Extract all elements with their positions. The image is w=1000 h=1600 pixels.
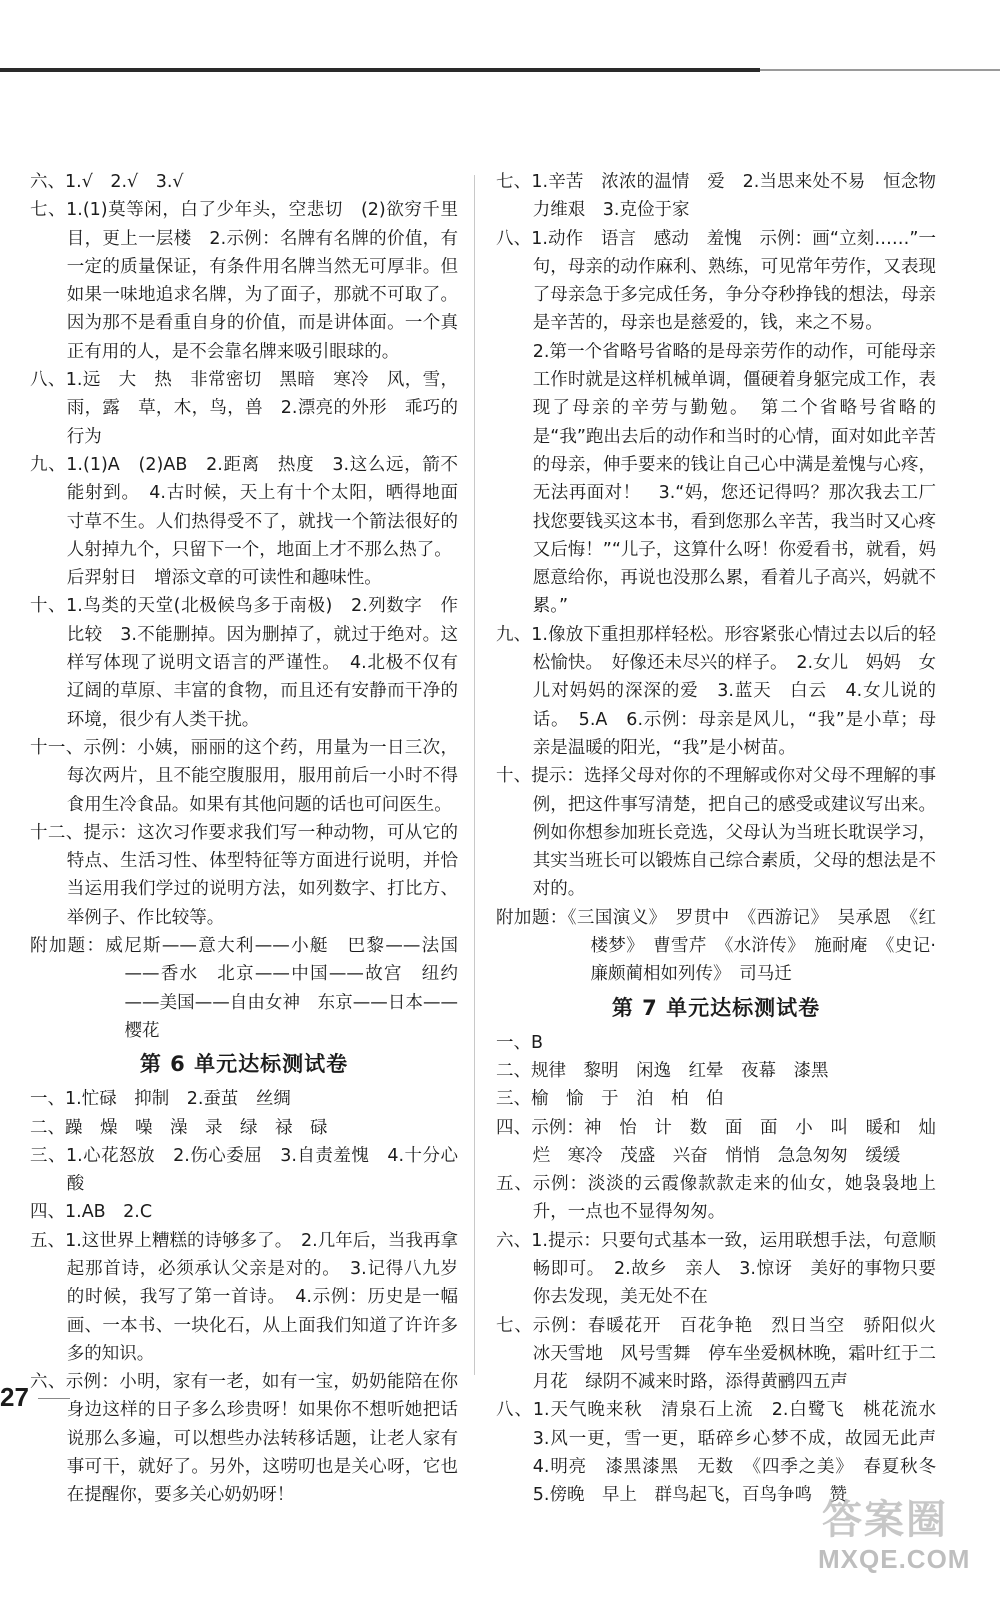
answer-item: 十、1.鸟类的天堂(北极候鸟多于南极) 2.列数字 作比较 3.不能删掉。因为删掉了，就过于绝对。这样写体现了说明文语言的严谨性。 4.北极不仅有辽阔的草原、丰富的食物，而且还有安静而干净的环境，很少有人类干扰。 (30, 596, 458, 730)
left-column (30, 168, 458, 1510)
answer-item: 六、示例：小明，家有一老，如有一宝，奶奶能陪在你身边这样的日子多么珍贵呀！如果你不想听她把话说那么多遍，可以想些办法转移话题，让老人家有事可干，就好了。另外，这唠叨也是关心呀，它也在提醒你，要多关心奶奶呀！ (30, 1372, 458, 1506)
answer-item: 八、1.动作 语言 感动 羞愧 示例：画“立刻……”一句，母亲的动作麻利、熟练，可见常年劳作，又表现了母亲急于多完成任务，争分夺秒挣钱的想法，母亲是辛苦的，母亲也是慈爱的，钱，来之不易。 (496, 228, 936, 334)
right-column (496, 168, 954, 1510)
answer-item: 二、规律 黎明 闲逸 红晕 夜幕 漆黑 (496, 1060, 829, 1081)
answer-item: 二、躁 燥 噪 澡 录 绿 禄 碌 (30, 1117, 328, 1138)
answer-item: 八、1.远 大 热 非常密切 黑暗 寒冷 风，雪，雨，露 草，木，鸟，兽 2.漂亮的外形 乖巧的行为 (30, 370, 458, 447)
unit-7-title: 第 7 单元达标测试卷 (611, 995, 821, 1020)
answer-item: 六、1.√ 2.√ 3.√ (30, 172, 184, 192)
answer-item: 一、1.忙碌 抑制 2.蚕茧 丝绸 (30, 1089, 291, 1110)
bonus-question-answer: 附加题：威尼斯——意大利——小艇 巴黎——法国——香水 北京——中国——故宫 纽约——美国——自由女神 东京——日本——樱花 (30, 936, 458, 1041)
watermark-text-cn: 答案圈 (822, 1497, 948, 1543)
bonus-question-answer: 附加题：《三国演义》 罗贯中 《西游记》 吴承恩 《红楼梦》 曹雪芹 《水浒传》 施耐庵 《史记·廉颇蔺相如列传》 司马迁 (496, 907, 936, 985)
answer-item: 十、提示：选择父母对你的不理解或你对父母不理解的事例，把这件事写清楚，把自己的感受或建议写出来。例如你想参加班长竞选，父母认为当班长耽误学习，其实当班长可以锻炼自己综合素质，父母的想法是不对的。 (496, 766, 936, 900)
watermark-logo (818, 1488, 988, 1584)
answer-item-continuation: 后羿射日 增添文章的可读性和趣味性。 (66, 568, 382, 589)
answer-item: 七、1.(1)莫等闲，白了少年头，空悲切 (2)欲穷千里目，更上一层楼 2.示例：名牌有名牌的价值，有一定的质量保证，有条件用名牌当然无可厚非。但如果一味地追求名牌，为了面子，那就不可取了。因为那不是看重自身的价值，而是讲体面。一个真正有用的人，是不会靠名牌来吸引眼球的。 (30, 200, 458, 362)
answer-item: 七、1.辛苦 浓浓的温情 爱 2.当思来处不易 恒念物力维艰 3.克俭于家 (496, 172, 936, 221)
answer-item: 三、榆 愉 于 泊 柏 伯 (496, 1089, 724, 1110)
watermark-text-en: MXQE.COM (818, 1544, 971, 1574)
answer-item: 四、示例：神 怡 计 数 面 面 小 叫 暖和 灿烂 寒冷 茂盛 兴奋 悄悄 急急匆匆 缓缓 (496, 1117, 936, 1166)
answer-item: 九、1.(1)A (2)AB 2.距离 热度 3.这么远，箭不能射到。 4.古时候，天上有十个太阳，晒得地面寸草不生。人们热得受不了，就找一个箭法很好的人射掉九个，只留下一个，地面上才不那么热了。 (30, 454, 458, 560)
column-divider (474, 175, 475, 1375)
answer-item: 六、1.提示：只要句式基本一致，运用联想手法，句意顺畅即可。 2.故乡 亲人 3.惊讶 美好的事物只要你去发现，美无处不在 (496, 1230, 936, 1308)
answer-item: 九、1.像放下重担那样轻松。形容紧张心情过去以后的轻松愉快。 好像还未尽兴的样子。 2.女儿 妈妈 女儿对妈妈的深深的爱 3.蓝天 白云 4.女儿说的话。 5.A 6.示例：母亲是风儿，“我”是小草；母亲是温暖的阳光，“我”是小树苗。 (496, 624, 936, 758)
answer-item: 五、示例：淡淡的云霞像款款走来的仙女，她袅袅地上升，一点也不显得匆匆。 (496, 1174, 936, 1223)
page-number-dash (38, 1398, 70, 1399)
page-number: 27 (0, 1382, 29, 1412)
top-border-line (0, 68, 760, 72)
answer-item: 一、B (496, 1032, 544, 1053)
answer-item: 八、1.天气晚来秋 清泉石上流 2.白鹭飞 桃花流水 3.风一更，雪一更，聒碎乡心梦不成，故园无此声 4.明亮 漆黑漆黑 无数 《四季之美》 春夏秋冬 5.傍晚 早上 群鸟起飞，百鸟争鸣 赞 (496, 1400, 954, 1506)
answer-item: 五、1.这世界上糟糕的诗够多了。 2.几年后，当我再拿起那首诗，必须承认父亲是对的。 3.记得八九岁的时候，我写了第一首诗。 4.示例：历史是一幅画、一本书、一块化石，从上面我们知道了许许多多的知识。 (30, 1230, 458, 1364)
answer-item: 十二、提示：这次习作要求我们写一种动物，可从它的特点、生活习性、体型特征等方面进行说明，并恰当运用我们学过的说明方法，如列数字、打比方、举例子、作比较等。 (30, 822, 458, 928)
answer-item: 十一、示例：小姨，丽丽的这个药，用量为一日三次，每次两片，且不能空腹服用，服用前后一小时不得食用生冷食品。如果有其他问题的话也可问医生。 (30, 737, 458, 815)
answer-item: 三、1.心花怒放 2.伤心委屈 3.自责羞愧 4.十分心酸 (30, 1145, 458, 1195)
top-border-line-faded (760, 69, 1000, 71)
answer-item-continuation: 2.第一个省略号省略的是母亲劳作的动作，可能母亲工作时就是这样机械单调，僵硬着身躯完成工作，表现了母亲的辛劳与勤勉。 第二个省略号省略的是“我”跑出去后的动作和当时的心情，面对如此辛苦的母亲，伸手要来的钱让自己心中满是羞愧与心疼，无法再面对！ 3.“妈，您还记得吗？那次我去工厂找您要钱买这本书，看到您那么辛苦，我当时又心疼又后悔！”“儿子，这算什么呀！你爱看书，就看，妈愿意给你，再说也没那么累，看着儿子高兴，妈就不累。” (532, 341, 936, 617)
unit-6-title: 第 6 单元达标测试卷 (139, 1052, 349, 1077)
answer-item: 四、1.AB 2.C (30, 1202, 153, 1223)
answer-item: 七、示例：春暖花开 百花争艳 烈日当空 骄阳似火 冰天雪地 风号雪舞 停车坐爱枫林晚，霜叶红于二月花 绿阴不减来时路，添得黄鹂四五声 (496, 1315, 954, 1393)
